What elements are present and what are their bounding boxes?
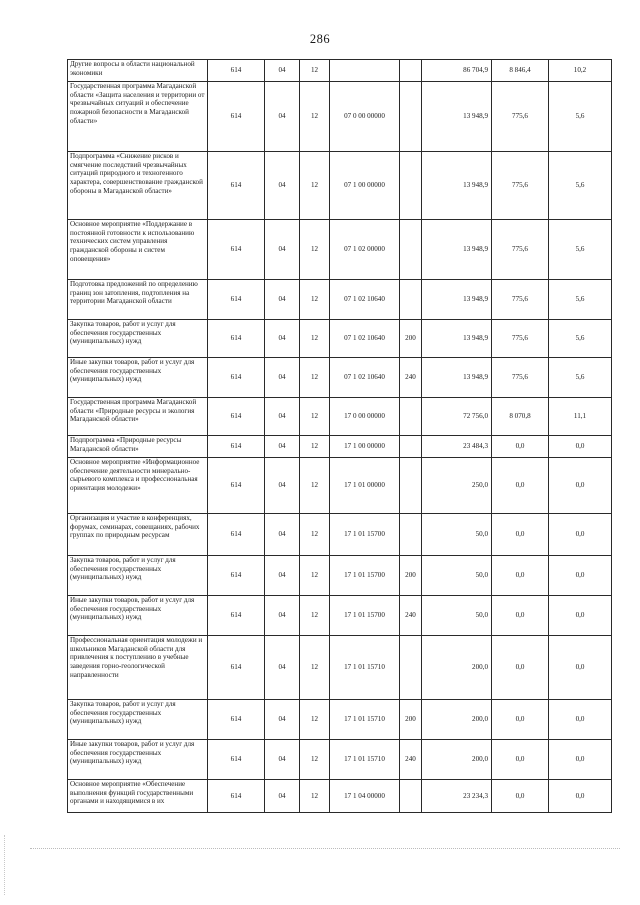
row-name: Закупка товаров, работ и услуг для обеспечения государственных (муниципальных) нужд [68, 556, 208, 596]
row-rz-code: 04 [265, 596, 300, 636]
row-gr-code: 614 [208, 82, 265, 152]
row-gr-code: 614 [208, 636, 265, 700]
row-rz-code: 04 [265, 556, 300, 596]
row-vr-code [400, 514, 422, 556]
row-fact-amount: 8 846,4 [492, 60, 549, 82]
row-gr-code: 614 [208, 152, 265, 220]
row-csr-code [330, 60, 400, 82]
row-plan-amount: 50,0 [422, 596, 492, 636]
row-fact-amount: 775,6 [492, 82, 549, 152]
row-rz-code: 04 [265, 436, 300, 458]
row-csr-code: 07 1 02 10640 [330, 320, 400, 358]
row-csr-code: 17 1 01 15700 [330, 514, 400, 556]
row-vr-code [400, 398, 422, 436]
row-fact-amount: 775,6 [492, 280, 549, 320]
row-vr-code [400, 280, 422, 320]
row-rz-code: 04 [265, 152, 300, 220]
row-fact-amount: 0,0 [492, 700, 549, 740]
row-vr-code: 200 [400, 556, 422, 596]
table-row [68, 152, 612, 220]
row-fact-amount: 0,0 [492, 636, 549, 700]
row-fact-amount: 775,6 [492, 220, 549, 280]
row-rz-code: 04 [265, 358, 300, 398]
row-execution-percent: 11,1 [549, 398, 612, 436]
row-name: Основное мероприятие «Поддержание в постоянной готовности к использованию технических систем управления гражданской обороны и систем оповещения» [68, 220, 208, 280]
table-row [68, 700, 612, 740]
row-execution-percent: 5,6 [549, 152, 612, 220]
row-rz-code: 04 [265, 740, 300, 780]
row-gr-code: 614 [208, 280, 265, 320]
table-row [68, 458, 612, 514]
row-fact-amount: 0,0 [492, 458, 549, 514]
row-plan-amount: 13 948,9 [422, 152, 492, 220]
row-pr-code: 12 [300, 458, 330, 514]
row-rz-code: 04 [265, 320, 300, 358]
row-gr-code: 614 [208, 436, 265, 458]
row-gr-code: 614 [208, 358, 265, 398]
row-csr-code: 17 0 00 00000 [330, 398, 400, 436]
row-csr-code: 17 1 01 15700 [330, 596, 400, 636]
row-gr-code: 614 [208, 60, 265, 82]
row-rz-code: 04 [265, 514, 300, 556]
table-row [68, 596, 612, 636]
row-execution-percent: 0,0 [549, 740, 612, 780]
row-rz-code: 04 [265, 780, 300, 813]
row-pr-code: 12 [300, 700, 330, 740]
row-gr-code: 614 [208, 320, 265, 358]
row-gr-code: 614 [208, 740, 265, 780]
row-name: Организация и участие в конференциях, форумах, семинарах, совещаниях, рабочих группах по природным ресурсам [68, 514, 208, 556]
row-csr-code: 17 1 01 15710 [330, 636, 400, 700]
row-vr-code: 240 [400, 740, 422, 780]
row-plan-amount: 86 704,9 [422, 60, 492, 82]
row-plan-amount: 13 948,9 [422, 320, 492, 358]
row-execution-percent: 5,6 [549, 358, 612, 398]
row-execution-percent: 10,2 [549, 60, 612, 82]
row-name: Иные закупки товаров, работ и услуг для обеспечения государственных (муниципальных) нужд [68, 740, 208, 780]
row-csr-code: 07 1 02 10640 [330, 280, 400, 320]
row-csr-code: 17 1 01 15710 [330, 740, 400, 780]
row-pr-code: 12 [300, 280, 330, 320]
row-execution-percent: 0,0 [549, 458, 612, 514]
row-gr-code: 614 [208, 220, 265, 280]
row-fact-amount: 775,6 [492, 152, 549, 220]
row-execution-percent: 5,6 [549, 280, 612, 320]
table-row [68, 320, 612, 358]
table-row [68, 280, 612, 320]
row-vr-code [400, 220, 422, 280]
table-body [68, 60, 612, 813]
row-plan-amount: 200,0 [422, 700, 492, 740]
page-number: 286 [309, 32, 331, 46]
row-fact-amount: 0,0 [492, 740, 549, 780]
row-pr-code: 12 [300, 596, 330, 636]
row-name: Основное мероприятие «Информационное обеспечение деятельности минерально-сырьевого комплекса и профессиональная ориентация молодежи» [68, 458, 208, 514]
row-execution-percent: 0,0 [549, 436, 612, 458]
row-execution-percent: 5,6 [549, 82, 612, 152]
row-plan-amount: 200,0 [422, 740, 492, 780]
row-rz-code: 04 [265, 60, 300, 82]
row-gr-code: 614 [208, 458, 265, 514]
row-vr-code: 240 [400, 358, 422, 398]
row-plan-amount: 250,0 [422, 458, 492, 514]
row-plan-amount: 72 756,0 [422, 398, 492, 436]
row-name: Другие вопросы в области национальной экономики [68, 60, 208, 82]
row-plan-amount: 13 948,9 [422, 280, 492, 320]
row-fact-amount: 8 070,8 [492, 398, 549, 436]
row-pr-code: 12 [300, 740, 330, 780]
row-plan-amount: 23 234,3 [422, 780, 492, 813]
row-plan-amount: 23 484,3 [422, 436, 492, 458]
row-vr-code [400, 152, 422, 220]
row-execution-percent: 0,0 [549, 556, 612, 596]
row-rz-code: 04 [265, 220, 300, 280]
table-row [68, 398, 612, 436]
row-fact-amount: 775,6 [492, 320, 549, 358]
row-csr-code: 07 1 00 00000 [330, 152, 400, 220]
row-csr-code: 07 1 02 10640 [330, 358, 400, 398]
row-name: Закупка товаров, работ и услуг для обеспечения государственных (муниципальных) нужд [68, 320, 208, 358]
row-csr-code: 17 1 00 00000 [330, 436, 400, 458]
row-name: Государственная программа Магаданской области «Природные ресурсы и экология Магаданской области» [68, 398, 208, 436]
row-vr-code: 240 [400, 596, 422, 636]
row-pr-code: 12 [300, 358, 330, 398]
row-vr-code: 200 [400, 700, 422, 740]
row-plan-amount: 50,0 [422, 556, 492, 596]
row-name: Профессиональная ориентация молодежи и школьников Магаданской области для привлечения к поступлению в учебные заведения горно-геологической направленности [68, 636, 208, 700]
table-row [68, 82, 612, 152]
left-margin-marks [4, 835, 7, 895]
row-vr-code [400, 82, 422, 152]
budget-table [67, 59, 612, 813]
row-rz-code: 04 [265, 82, 300, 152]
row-rz-code: 04 [265, 636, 300, 700]
table-row [68, 60, 612, 82]
row-csr-code: 17 1 01 15700 [330, 556, 400, 596]
table-row [68, 220, 612, 280]
row-gr-code: 614 [208, 780, 265, 813]
row-vr-code [400, 60, 422, 82]
row-rz-code: 04 [265, 458, 300, 514]
row-name: Основное мероприятие «Обеспечение выполнения функций государственными органами и находящимися в их [68, 780, 208, 813]
row-pr-code: 12 [300, 82, 330, 152]
row-fact-amount: 0,0 [492, 436, 549, 458]
row-pr-code: 12 [300, 636, 330, 700]
row-fact-amount: 0,0 [492, 514, 549, 556]
row-plan-amount: 50,0 [422, 514, 492, 556]
row-name: Подпрограмма «Природные ресурсы Магаданской области» [68, 436, 208, 458]
row-rz-code: 04 [265, 700, 300, 740]
table-row [68, 636, 612, 700]
row-csr-code: 17 1 01 15710 [330, 700, 400, 740]
row-csr-code: 07 1 02 00000 [330, 220, 400, 280]
row-execution-percent: 0,0 [549, 636, 612, 700]
row-execution-percent: 0,0 [549, 700, 612, 740]
row-pr-code: 12 [300, 220, 330, 280]
row-pr-code: 12 [300, 152, 330, 220]
row-vr-code [400, 458, 422, 514]
row-fact-amount: 0,0 [492, 780, 549, 813]
row-plan-amount: 13 948,9 [422, 82, 492, 152]
row-vr-code [400, 636, 422, 700]
footer-scan-marks [30, 848, 620, 849]
row-plan-amount: 13 948,9 [422, 358, 492, 398]
row-gr-code: 614 [208, 514, 265, 556]
table-row [68, 740, 612, 780]
row-execution-percent: 0,0 [549, 514, 612, 556]
row-execution-percent: 5,6 [549, 320, 612, 358]
table-row [68, 514, 612, 556]
table-row [68, 556, 612, 596]
row-rz-code: 04 [265, 280, 300, 320]
row-rz-code: 04 [265, 398, 300, 436]
row-name: Подготовка предложений по определению границ зон затопления, подтопления на территории Магаданской области [68, 280, 208, 320]
row-name: Подпрограмма «Снижение рисков и смягчение последствий чрезвычайных ситуаций природного и техногенного характера, совершенствование гражданской обороны в Магаданской области» [68, 152, 208, 220]
table-row [68, 358, 612, 398]
row-pr-code: 12 [300, 514, 330, 556]
row-plan-amount: 200,0 [422, 636, 492, 700]
row-gr-code: 614 [208, 596, 265, 636]
row-vr-code: 200 [400, 320, 422, 358]
row-vr-code [400, 780, 422, 813]
row-gr-code: 614 [208, 700, 265, 740]
row-pr-code: 12 [300, 60, 330, 82]
table-row [68, 436, 612, 458]
row-name: Иные закупки товаров, работ и услуг для обеспечения государственных (муниципальных) нужд [68, 358, 208, 398]
row-name: Иные закупки товаров, работ и услуг для обеспечения государственных (муниципальных) нужд [68, 596, 208, 636]
row-vr-code [400, 436, 422, 458]
row-execution-percent: 0,0 [549, 596, 612, 636]
row-plan-amount: 13 948,9 [422, 220, 492, 280]
row-pr-code: 12 [300, 780, 330, 813]
row-pr-code: 12 [300, 398, 330, 436]
row-csr-code: 17 1 04 00000 [330, 780, 400, 813]
row-gr-code: 614 [208, 556, 265, 596]
row-execution-percent: 5,6 [549, 220, 612, 280]
row-name: Государственная программа Магаданской области «Защита населения и территории от чрезвычайных ситуаций и обеспечение пожарной безопасности в Магаданской области» [68, 82, 208, 152]
row-csr-code: 07 0 00 00000 [330, 82, 400, 152]
row-name: Закупка товаров, работ и услуг для обеспечения государственных (муниципальных) нужд [68, 700, 208, 740]
row-csr-code: 17 1 01 00000 [330, 458, 400, 514]
row-pr-code: 12 [300, 436, 330, 458]
row-gr-code: 614 [208, 398, 265, 436]
row-pr-code: 12 [300, 556, 330, 596]
row-fact-amount: 0,0 [492, 596, 549, 636]
row-execution-percent: 0,0 [549, 780, 612, 813]
row-fact-amount: 0,0 [492, 556, 549, 596]
row-pr-code: 12 [300, 320, 330, 358]
table-row [68, 780, 612, 813]
row-fact-amount: 775,6 [492, 358, 549, 398]
